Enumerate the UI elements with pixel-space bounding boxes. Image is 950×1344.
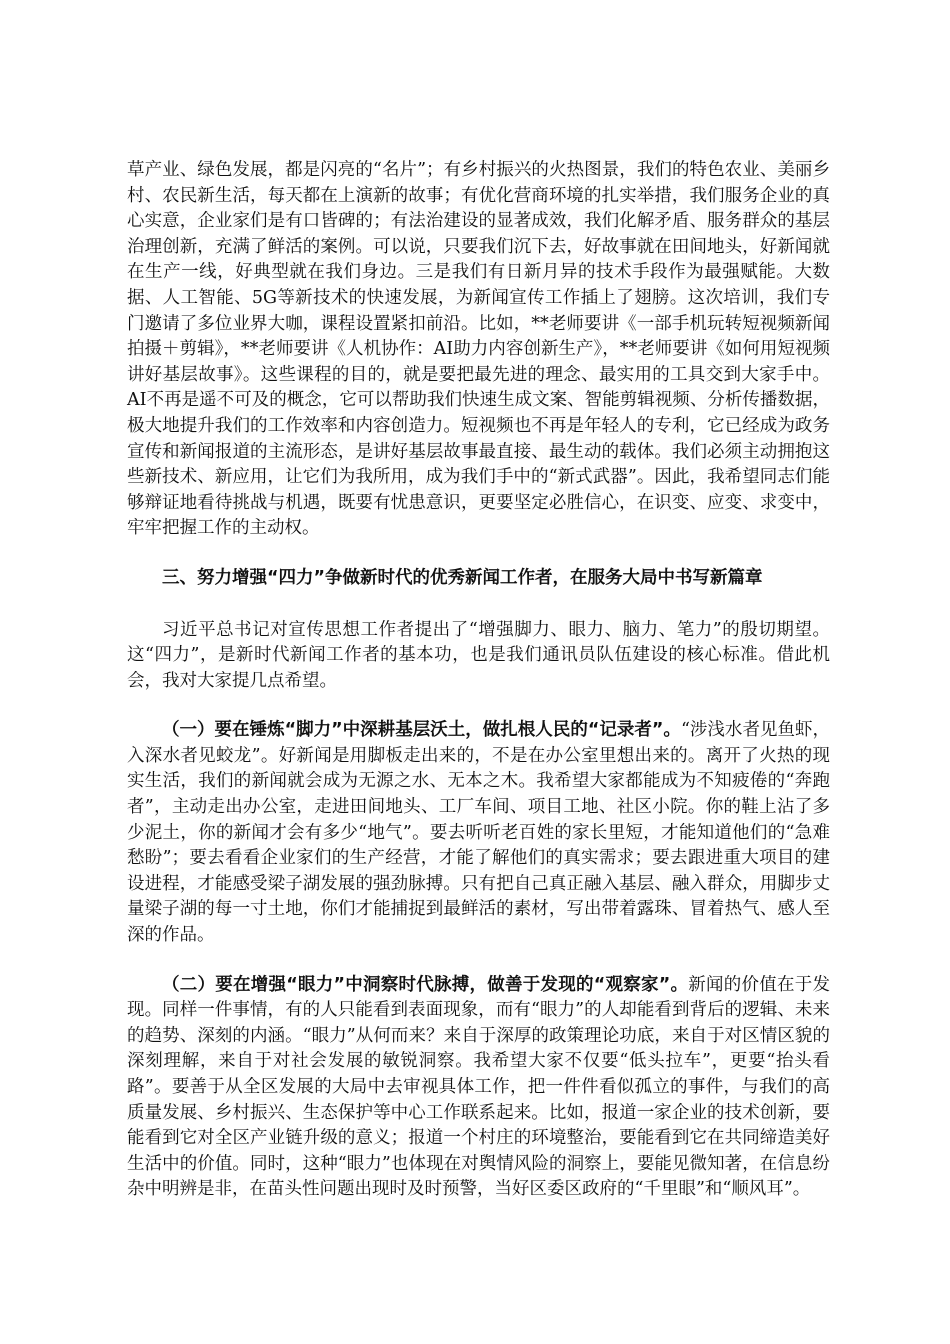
document-page (127, 158, 830, 1227)
body-paragraph-4 (127, 973, 830, 1203)
subheading-2: （二）要在增强“眼力”中洞察时代脉搏，做善于发现的“观察家”。 (162, 974, 689, 995)
subheading-1: （一）要在锤炼“脚力”中深耕基层沃土，做扎根人民的“记录者”。 (162, 720, 681, 741)
body-paragraph-3-text: “涉浅水者见鱼虾，入深水者见蛟龙”。好新闻是用脚板走出来的，不是在办公室里想出来的。离开了火热的现实生活，我们的新闻就会成为无源之水、无本之木。我希望大家都能成为不知疲倦的“奔跑者”，主动走出办公室，走进田间地头、工厂车间、项目工地、社区小院。你的鞋上沾了多少泥土，你的新闻才会有多少“地气”。要去听听老百姓的家长里短，才能知道他们的“急难愁盼”；要去看看企业家们的生产经营，才能了解他们的真实需求；要去跟进重大项目的建设进程，才能感受梁子湖发展的强劲脉搏。只有把自己真正融入基层、融入群众，用脚步丈量梁子湖的每一寸土地，你们才能捕捉到最鲜活的素材，写出带着露珠、冒着热气、感人至深的作品。 (127, 720, 830, 946)
body-paragraph-3 (127, 718, 830, 948)
section-heading-3: 三、努力增强“四力”争做新时代的优秀新闻工作者，在服务大局中书写新篇章 (162, 567, 763, 588)
body-paragraph-2: 习近平总书记对宣传思想工作者提出了“增强脚力、眼力、脑力、笔力”的殷切期望。这“四力”，是新时代新闻工作者的基本功，也是我们通讯员队伍建设的核心标准。借此机会，我对大家提几点希望。 (127, 619, 830, 691)
body-paragraph-4-text: 新闻的价值在于发现。同样一件事情，有的人只能看到表面现象，而有“眼力”的人却能看到背后的逻辑、未来的趋势、深刻的内涵。“眼力”从何而来？来自于深厚的政策理论功底，来自于对区情区貌的深刻理解，来自于对社会发展的敏锐洞察。我希望大家不仅要“低头拉车”，更要“抬头看路”。要善于从全区发展的大局中去审视具体工作，把一件件看似孤立的事件，与我们的高质量发展、乡村振兴、生态保护等中心工作联系起来。比如，报道一家企业的技术创新，要能看到它对全区产业链升级的意义；报道一个村庄的环境整治，要能看到它在共同缔造美好生活中的价值。同时，这种“眼力”也体现在对舆情风险的洞察上，要能见微知著，在信息纷杂中明辨是非，在苗头性问题出现时及时预警，当好区委区政府的“千里眼”和“顺风耳”。 (127, 974, 830, 1200)
body-paragraph-1: 草产业、绿色发展，都是闪亮的“名片”；有乡村振兴的火热图景，我们的特色农业、美丽乡村、农民新生活，每天都在上演新的故事；有优化营商环境的扎实举措，我们服务企业的真心实意，企业家们是有口皆碑的；有法治建设的显著成效，我们化解矛盾、服务群众的基层治理创新，充满了鲜活的案例。可以说，只要我们沉下去，好故事就在田间地头，好新闻就在生产一线，好典型就在我们身边。三是我们有日新月异的技术手段作为最强赋能。大数据、人工智能、5G等新技术的快速发展，为新闻宣传工作插上了翅膀。这次培训，我们专门邀请了多位业界大咖，课程设置紧扣前沿。比如，**老师要讲《一部手机玩转短视频新闻拍摄＋剪辑》，**老师要讲《人机协作：AI助力内容创新生产》，**老师要讲《如何用短视频讲好基层故事》。这些课程的目的，就是要把最先进的理念、最实用的工具交到大家手中。AI不再是遥不可及的概念，它可以帮助我们快速生成文案、智能剪辑视频、分析传播数据，极大地提升我们的工作效率和内容创造力。短视频也不再是年轻人的专利，它已经成为政务宣传和新闻报道的主流形态，是讲好基层故事最直接、最生动的载体。我们必须主动拥抱这些新技术、新应用，让它们为我所用，成为我们手中的“新式武器”。因此，我希望同志们能够辩证地看待挑战与机遇，既要有忧患意识，更要坚定必胜信心，在识变、应变、求变中，牢牢把握工作的主动权。 (127, 160, 830, 539)
